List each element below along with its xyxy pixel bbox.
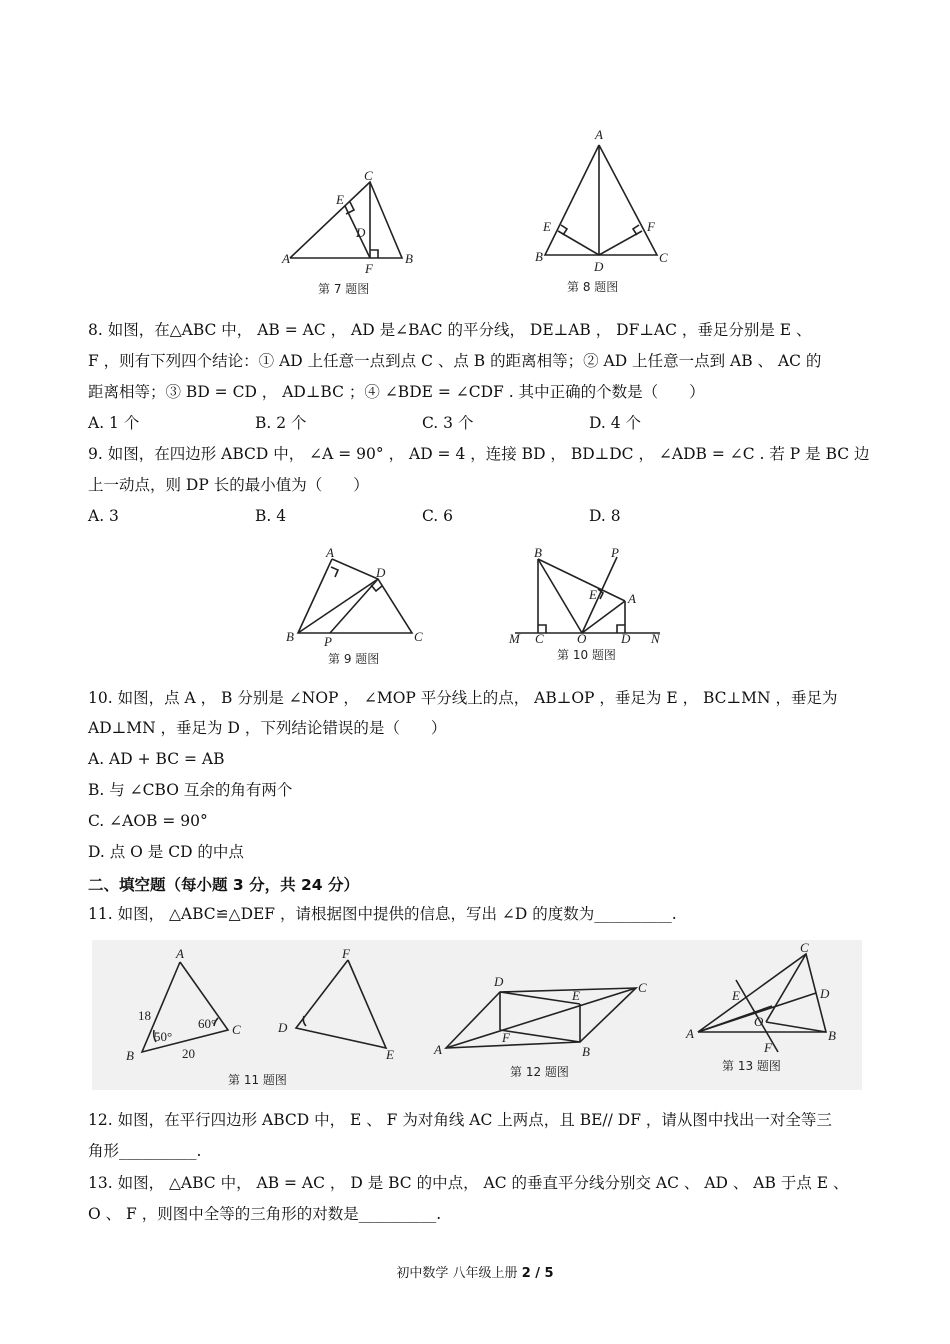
svg-text:20: 20 [182, 1046, 195, 1061]
svg-text:O: O [577, 631, 587, 646]
figure-11-diagram [110, 942, 410, 1090]
svg-text:C: C [414, 629, 423, 644]
q12-line-2: 角形__________. [88, 1142, 202, 1160]
figure-10-diagram [505, 545, 670, 670]
q9-option-c[interactable]: C. 6 [422, 507, 454, 525]
q13-line-2: O 、 F ，则图中全等的三角形的对数是__________. [88, 1205, 442, 1223]
q10-option-c[interactable]: C. ∠AOB = 90° [88, 812, 208, 830]
svg-text:N: N [651, 631, 660, 646]
svg-text:F: F [342, 946, 350, 961]
q8-line-2: F ，则有下列四个结论：① AD 上任意一点到点 C 、点 B 的距离相等；② AD 上任意一点到 AB 、 AC 的 [88, 352, 822, 370]
svg-text:B: B [828, 1028, 836, 1043]
svg-text:C: C [800, 940, 809, 955]
svg-text:B: B [126, 1048, 134, 1063]
svg-text:50°: 50° [154, 1029, 173, 1044]
svg-text:C: C [535, 631, 544, 646]
svg-text:A: A [628, 591, 636, 606]
svg-text:60°: 60° [198, 1016, 217, 1031]
q12-line-1: 12. 如图，在平行四边形 ABCD 中， E 、 F 为对角线 AC 上两点，且 BE// DF ，请从图中找出一对全等三 [88, 1111, 832, 1129]
q10-line-2: AD⊥MN ，垂足为 D ，下列结论错误的是（ ） [88, 719, 447, 737]
svg-text:A: A [434, 1042, 442, 1057]
figure-11 [110, 942, 410, 1090]
svg-text:B: B [582, 1044, 590, 1059]
svg-text:18: 18 [138, 1008, 151, 1023]
svg-text:E: E [543, 219, 551, 234]
svg-text:第 8 题图: 第 8 题图 [567, 280, 619, 294]
svg-text:A: A [686, 1026, 694, 1041]
svg-text:C: C [638, 980, 647, 995]
svg-text:F: F [764, 1040, 772, 1055]
figure-12-diagram [430, 962, 660, 1090]
svg-text:B: B [534, 545, 542, 560]
q8-option-a[interactable]: A. 1 个 [88, 414, 140, 432]
svg-text:第 9 题图: 第 9 题图 [328, 652, 380, 666]
figure-9-diagram [280, 545, 430, 670]
svg-text:A: A [326, 545, 334, 560]
svg-text:D: D [820, 986, 830, 1001]
footer-subject: 初中数学 八年级上册 [396, 1266, 522, 1281]
section-title-fill-in: 二、填空题（每小题 3 分，共 24 分） [88, 876, 359, 894]
svg-text:C: C [659, 250, 668, 265]
q10-option-b[interactable]: B. 与 ∠CBO 互余的角有两个 [88, 781, 293, 799]
figure-13 [680, 940, 850, 1090]
q9-option-d[interactable]: D. 8 [589, 507, 621, 525]
svg-text:C: C [364, 168, 373, 183]
q9-option-b[interactable]: B. 4 [255, 507, 287, 525]
q13-line-1: 13. 如图， △ABC 中， AB = AC ， D 是 BC 的中点， AC 的垂直平分线分别交 AC 、 AD 、 AB 于点 E 、 [88, 1174, 849, 1192]
q10-option-a[interactable]: A. AD + BC = AB [88, 750, 225, 768]
svg-text:E: E [572, 988, 580, 1003]
svg-text:F: F [365, 261, 373, 276]
q11-line-1: 11. 如图， △ABC≌△DEF ，请根据图中提供的信息，写出 ∠D 的度数为__________. [88, 905, 677, 923]
figure-8 [525, 125, 675, 300]
svg-text:F: F [502, 1030, 510, 1045]
svg-text:D: D [494, 974, 504, 989]
svg-text:D: D [278, 1020, 288, 1035]
svg-text:P: P [611, 545, 619, 560]
page-footer [0, 1262, 950, 1281]
svg-text:B: B [286, 629, 294, 644]
figure-7 [270, 160, 430, 300]
q9-line-2: 上一动点，则 DP 长的最小值为（ ） [88, 476, 369, 494]
svg-text:第 13 题图: 第 13 题图 [722, 1059, 781, 1073]
svg-text:E: E [589, 587, 597, 602]
svg-text:A: A [282, 251, 290, 266]
svg-text:D: D [376, 565, 386, 580]
svg-text:P: P [324, 634, 332, 649]
q8-option-b[interactable]: B. 2 个 [255, 414, 307, 432]
svg-text:C: C [232, 1022, 241, 1037]
svg-text:D: D [594, 259, 604, 274]
svg-text:A: A [595, 127, 603, 142]
figure-12 [430, 962, 660, 1090]
figure-7-diagram [270, 160, 430, 300]
svg-text:F: F [647, 219, 655, 234]
figure-13-diagram [680, 940, 850, 1090]
q8-option-c[interactable]: C. 3 个 [422, 414, 474, 432]
figure-9 [280, 545, 430, 670]
page-number: 2 / 5 [521, 1266, 554, 1281]
q10-line-1: 10. 如图，点 A ， B 分别是 ∠NOP ， ∠MOP 平分线上的点， AB⊥OP ，垂足为 E ， BC⊥MN ，垂足为 [88, 689, 838, 707]
figure-10 [505, 545, 670, 670]
svg-text:第 7 题图: 第 7 题图 [318, 282, 370, 296]
svg-text:B: B [405, 251, 413, 266]
svg-text:D: D [356, 225, 366, 240]
svg-text:第 11 题图: 第 11 题图 [228, 1073, 287, 1087]
svg-text:M: M [509, 631, 520, 646]
q8-line-3: 距离相等；③ BD = CD ， AD⊥BC ；④ ∠BDE = ∠CDF . 其中正确的个数是（ ） [88, 383, 705, 401]
svg-text:B: B [535, 249, 543, 264]
figure-8-diagram [525, 125, 675, 300]
svg-text:第 10 题图: 第 10 题图 [557, 648, 616, 662]
svg-text:O: O [754, 1014, 764, 1029]
svg-text:A: A [176, 946, 184, 961]
q10-option-d[interactable]: D. 点 O 是 CD 的中点 [88, 843, 244, 861]
svg-text:D: D [621, 631, 631, 646]
svg-text:第 12 题图: 第 12 题图 [510, 1065, 569, 1079]
svg-text:E: E [732, 988, 740, 1003]
svg-text:E: E [336, 192, 344, 207]
svg-text:E: E [386, 1047, 394, 1062]
q9-option-a[interactable]: A. 3 [88, 507, 119, 525]
q8-option-d[interactable]: D. 4 个 [589, 414, 642, 432]
q9-line-1: 9. 如图，在四边形 ABCD 中， ∠A = 90° ， AD = 4 ，连接 BD ， BD⊥DC ， ∠ADB = ∠C . 若 P 是 BC 边 [88, 445, 870, 463]
q8-line-1: 8. 如图，在△ABC 中， AB = AC ， AD 是∠BAC 的平分线， DE⊥AB ， DF⊥AC ，垂足分别是 E 、 [88, 321, 812, 339]
